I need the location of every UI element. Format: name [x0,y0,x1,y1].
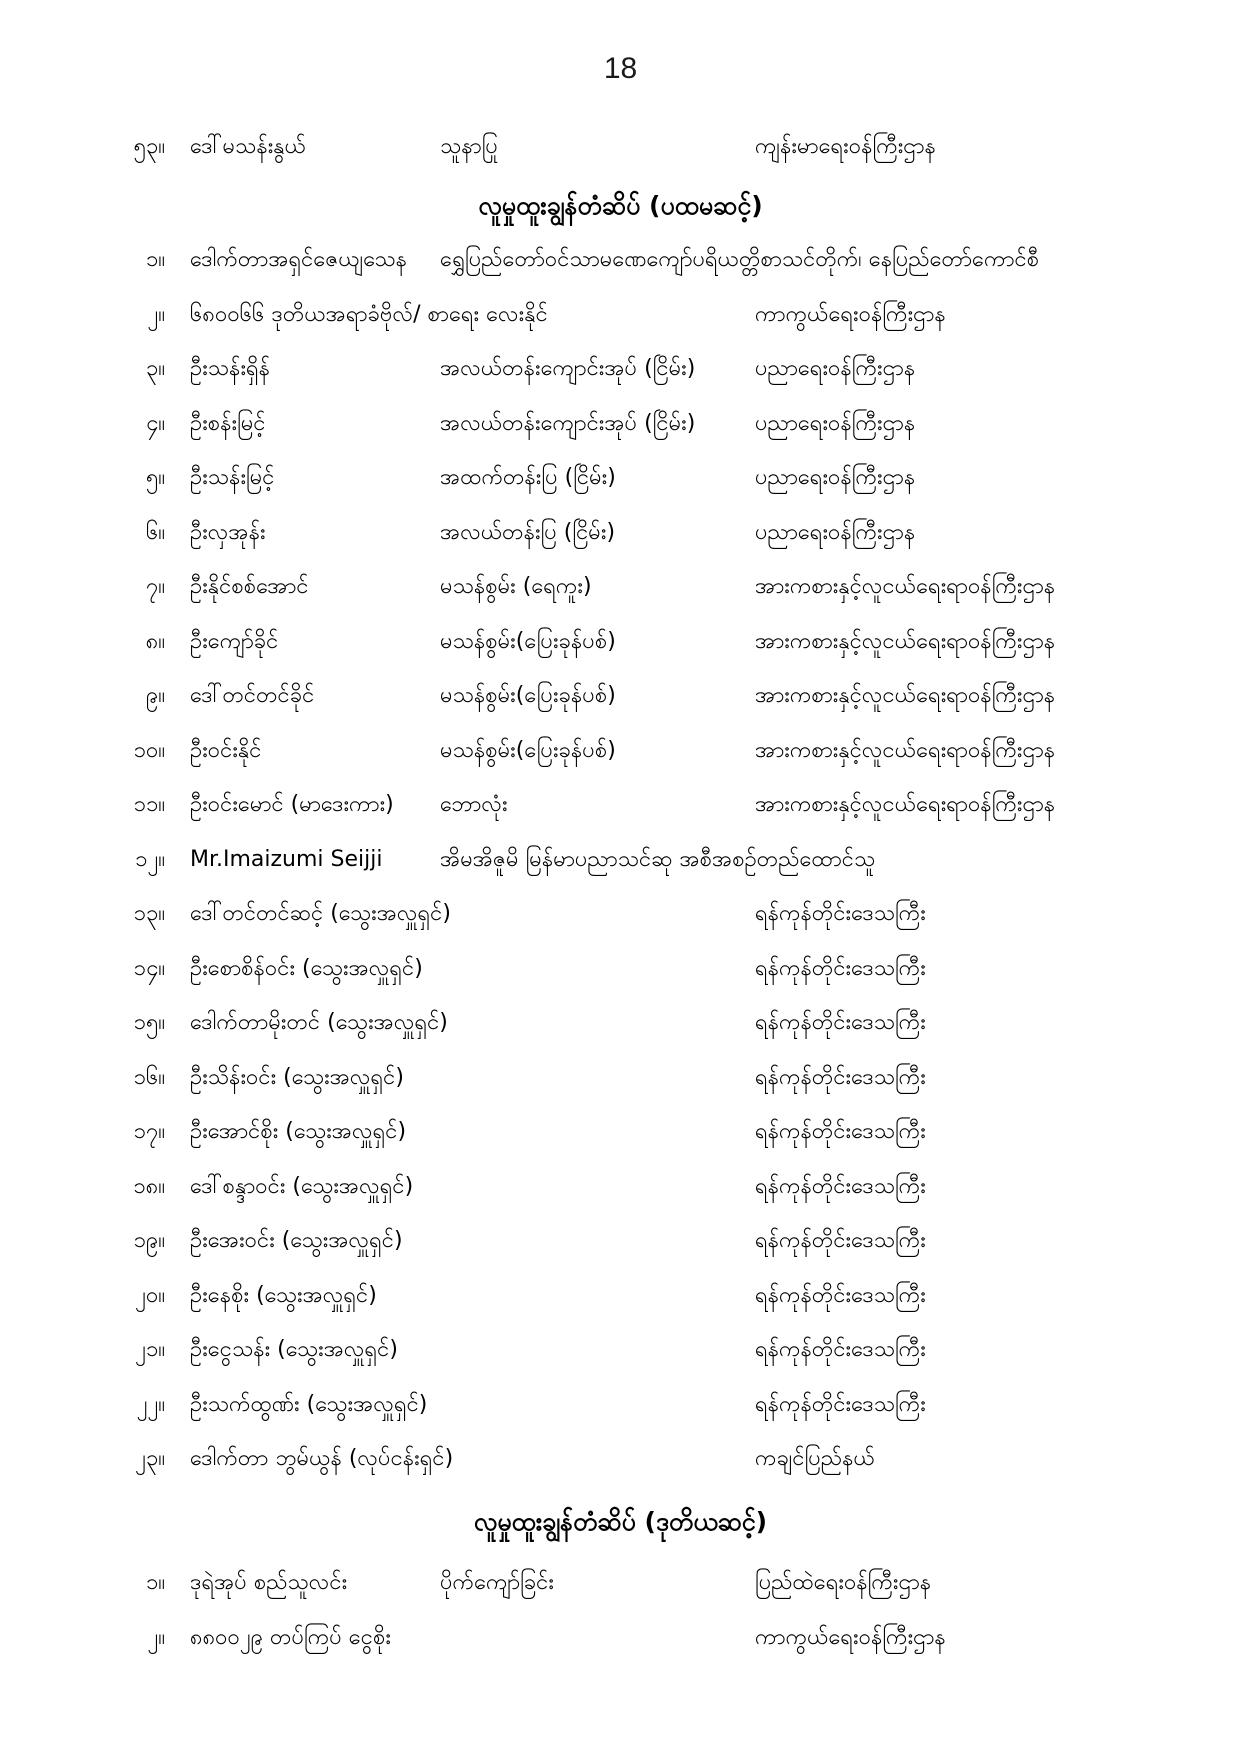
row-number: ၁။ [145,247,165,272]
row-name: ဦးသန်းရှိန် [190,356,271,381]
table-row [0,1117,1241,1172]
row-number: ၆။ [145,519,165,545]
row-name: ဦးစန်းမြင့် [190,410,266,436]
row-number: ၃။ [145,356,165,381]
table-row [0,1063,1241,1118]
row-name: ဦးသက်ထွဏ်း (သွေးအလှူရှင်) [190,1391,428,1417]
table-row [0,1226,1241,1281]
row-ministry: အားကစားနှင့်လူငယ်ရေးရာဝန်ကြီးဌာန [755,628,1056,654]
row-role: ဘောလုံး [440,792,508,817]
row-name: ဦးကျော်ခိုင် [190,628,279,654]
row-role: သူနာပြု [440,134,498,159]
row-name: ဦးသိန်းဝင်း (သွေးအလှူရှင်) [190,1064,404,1090]
row-role: မသန်စွမ်း(ပြေးခုန်ပစ်) [440,683,616,708]
row-role: ရွှေပြည်တော်ဝင်သာမဏေကျော်ပရိယတ္တိစာသင်တိုက်၊ နေပြည်တော်ကောင်စီ [440,247,1040,272]
row-name: ဦးနိုင်စစ်အောင် [190,574,309,599]
row-number: ၁၉။ [133,1228,165,1253]
row-number: ၁၀။ [133,737,165,763]
page-number: 18 [603,52,638,85]
row-role: အလယ်တန်းကျောင်းအုပ် (ငြိမ်း) [440,410,696,436]
row-name: ဒေါက်တာမိုးတင် (သွေးအလှူရှင်) [190,1010,448,1035]
row-number: ၂၂။ [136,1391,165,1417]
section-title-second-class: လူမှုထူးချွန်တံဆိပ် (ဒုတိယဆင့်) [473,1507,768,1536]
row-name: ဦးနေစိုး (သွေးအလှူရှင်) [190,1282,377,1308]
row-ministry: ရန်ကုန်တိုင်းဒေသကြီး [755,1010,926,1035]
row-number: ၅။ [145,465,165,490]
row-name: ဒေါ်တင်တင်ခိုင် [190,683,315,708]
row-ministry: ကျန်းမာရေးဝန်ကြီးဌာန [755,134,936,159]
row-ministry: ကာကွယ်ရေးဝန်ကြီးဌာန [755,301,946,327]
table-row [0,899,1241,954]
row-role: မသန်စွမ်း (ရေကူး) [440,574,592,599]
row-number: ၅၃။ [133,134,165,159]
row-number: ၉။ [145,683,165,708]
row-number: ၁။ [145,1570,165,1595]
table-row [0,354,1241,409]
table-row [0,954,1241,1009]
row-number: ၁၂။ [135,846,165,872]
row-number: ၈။ [145,628,165,654]
row-ministry: ကာကွယ်ရေးဝန်ကြီးဌာန [755,1625,946,1650]
row-name: ဦးဝင်းနိုင် [190,737,262,763]
table-row [0,736,1241,791]
table-row [0,245,1241,300]
row-role: အလယ်တန်းကျောင်းအုပ် (ငြိမ်း) [440,356,696,381]
row-ministry: ကချင်ပြည်နယ် [755,1446,875,1471]
row-ministry: ရန်ကုန်တိုင်းဒေသကြီး [755,1282,926,1308]
row-role: အလယ်တန်းပြ (ငြိမ်း) [440,519,616,545]
row-ministry: ရန်ကုန်တိုင်းဒေသကြီး [755,1337,926,1362]
row-name: ဦးငွေသန်း (သွေးအလှူရှင်) [190,1337,398,1362]
table-row [0,1281,1241,1336]
section-title-first-class: လူမှုထူးချွန်တံဆိပ် (ပထမဆင့်) [478,191,763,220]
row-number: ၂၀။ [135,1282,165,1308]
table-row [0,518,1241,573]
table-row [0,1623,1241,1678]
table-row [0,572,1241,627]
table-row [0,627,1241,682]
table-row [0,845,1241,900]
row-number: ၁၁။ [133,792,165,817]
row-ministry: ရန်ကုန်တိုင်းဒေသကြီး [755,955,926,981]
row-name: ဦးစောစိန်ဝင်း (သွေးအလှူရှင်) [190,955,423,981]
row-role: မသန်စွမ်း(ပြေးခုန်ပစ်) [440,628,616,654]
row-number: ၂၁။ [135,1337,165,1362]
row-ministry: ရန်ကုန်တိုင်းဒေသကြီး [755,901,926,926]
row-name: ဦးလှအုန်း [190,519,266,545]
row-number: ၇။ [145,574,165,599]
row-number: ၁၅။ [133,1010,165,1035]
row-ministry: အားကစားနှင့်လူငယ်ရေးရာဝန်ကြီးဌာန [755,737,1056,763]
row-number: ၁၄။ [133,955,165,981]
row-number: ၁၇။ [133,1119,165,1144]
row-name: ဒေါက်တာအရှင်ဇေယျသေန [190,247,407,272]
table-row-carryover [0,132,1241,187]
row-number: ၁၃။ [133,901,165,926]
table-row [0,463,1241,518]
table-row [0,300,1241,355]
row-name: ၈၈၀၀၂၉ တပ်ကြပ် ငွေစိုး [190,1625,391,1650]
row-number: ၁၈။ [133,1173,165,1199]
table-row [0,1568,1241,1623]
row-number: ၂၃။ [135,1446,165,1471]
row-name: Mr.Imaizumi Seijji [190,846,383,872]
row-role: ပိုက်ကျော်ခြင်း [440,1570,554,1595]
row-ministry: ရန်ကုန်တိုင်းဒေသကြီး [755,1391,926,1417]
row-name: ဒေါ်မသန်းနွယ် [190,134,307,159]
row-ministry: အားကစားနှင့်လူငယ်ရေးရာဝန်ကြီးဌာန [755,683,1056,708]
row-name: ဦးအေးဝင်း (သွေးအလှူရှင်) [190,1228,403,1253]
row-ministry: ရန်ကုန်တိုင်းဒေသကြီး [755,1173,926,1199]
table-row [0,681,1241,736]
table-row [0,1172,1241,1227]
row-role: အိမအိဇူမိ မြန်မာပညာသင်ဆု အစီအစဉ်တည်ထောင်သူ [440,846,876,872]
row-role: အထက်တန်းပြ (ငြိမ်း) [440,465,616,490]
table-row [0,1008,1241,1063]
table-row [0,1444,1241,1499]
row-name: ဒေါက်တာ ဘွမ်ယွန် (လုပ်ငန်းရှင်) [190,1446,454,1471]
table-row [0,1390,1241,1445]
row-role: မသန်စွမ်း(ပြေးခုန်ပစ်) [440,737,616,763]
row-name: ဦးသန်းမြင့် [190,465,275,490]
row-ministry: ပြည်ထဲရေးဝန်ကြီးဌာန [755,1570,932,1595]
row-number: ၁၆။ [133,1064,165,1090]
row-name: ဦးဝင်းမောင် (မာဒေးကား) [190,792,394,817]
row-ministry: ရန်ကုန်တိုင်းဒေသကြီး [755,1119,926,1144]
row-ministry: ပညာရေးဝန်ကြီးဌာန [755,410,916,436]
row-name: ၆၈၀၀၆၆ ဒုတိယအရာခံဗိုလ်/ စာရေး လေးနိုင် [190,301,548,327]
row-ministry: ရန်ကုန်တိုင်းဒေသကြီး [755,1228,926,1253]
row-ministry: ရန်ကုန်တိုင်းဒေသကြီး [755,1064,926,1090]
row-name: ဒေါ်တင်တင်ဆင့် (သွေးအလှူရှင်) [190,901,451,926]
row-ministry: ပညာရေးဝန်ကြီးဌာန [755,356,916,381]
row-number: ၂။ [147,1625,165,1650]
row-name: ဒုရဲအုပ် စည်သူလင်း [190,1570,348,1595]
table-row [0,1335,1241,1390]
row-number: ၂။ [147,301,165,327]
row-ministry: အားကစားနှင့်လူငယ်ရေးရာဝန်ကြီးဌာန [755,792,1056,817]
row-name: ဦးအောင်စိုး (သွေးအလှူရှင်) [190,1119,407,1144]
row-ministry: ပညာရေးဝန်ကြီးဌာန [755,465,916,490]
row-name: ဒေါ်စန္ဒာဝင်း (သွေးအလှူရှင်) [190,1173,414,1199]
table-row [0,790,1241,845]
row-number: ၄။ [145,410,165,436]
row-ministry: အားကစားနှင့်လူငယ်ရေးရာဝန်ကြီးဌာန [755,574,1056,599]
table-row [0,409,1241,464]
row-ministry: ပညာရေးဝန်ကြီးဌာန [755,519,916,545]
